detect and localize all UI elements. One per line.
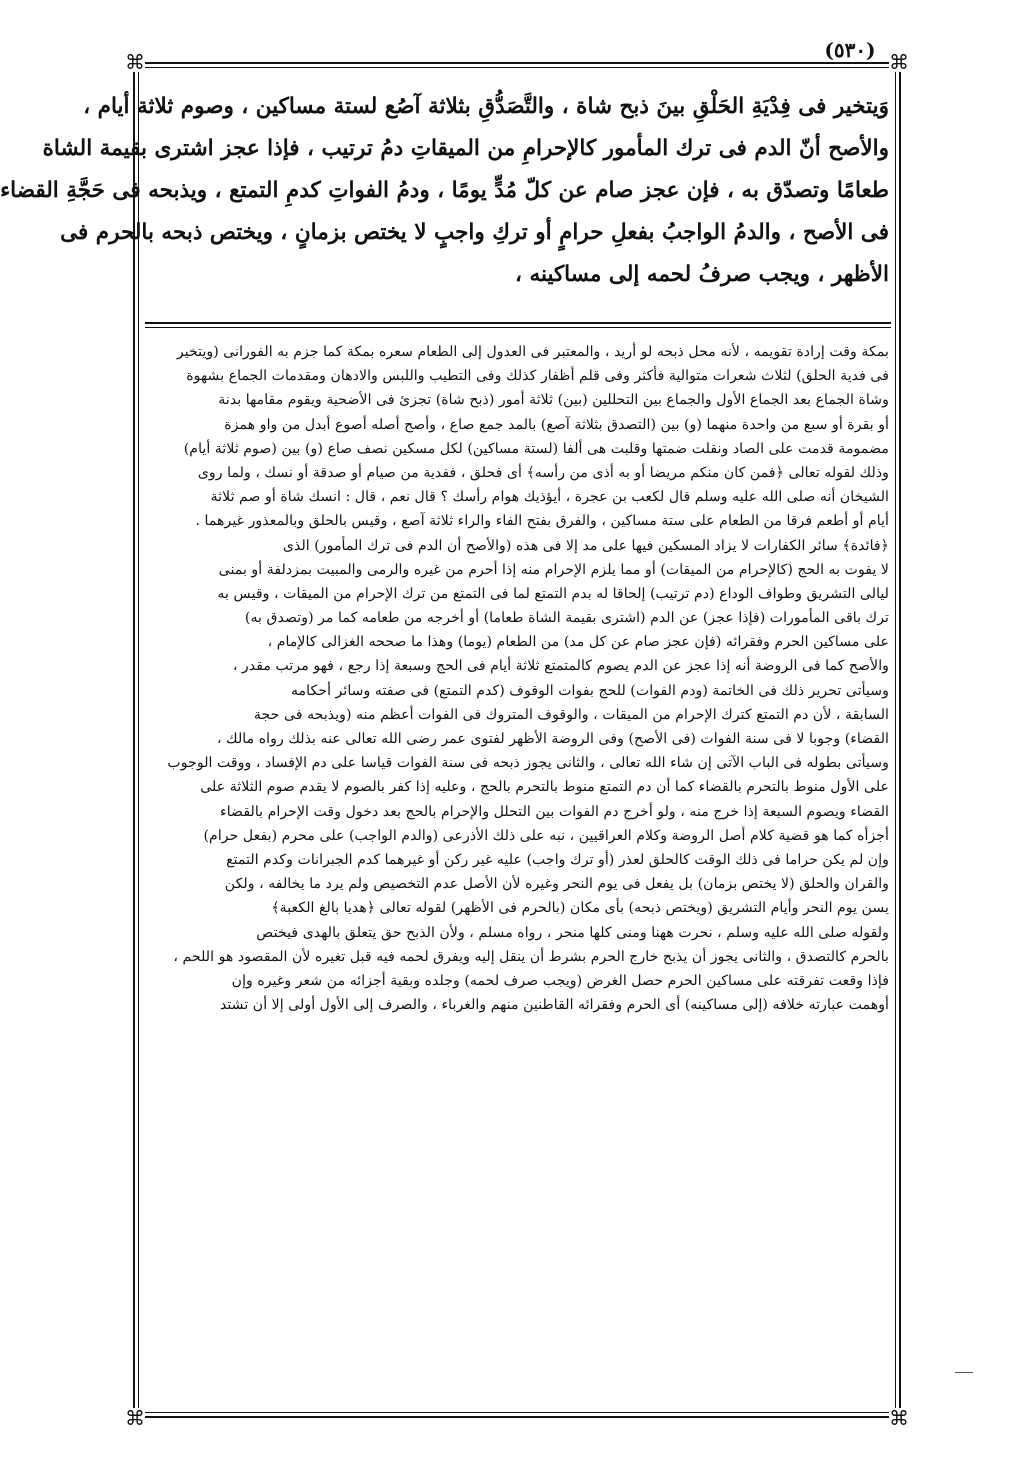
frame-border-right — [899, 66, 901, 1414]
frame-border-top-inner — [137, 67, 897, 68]
sharh-line: مضمومة قدمت على الصاد ونقلت ضمتها وقلبت هى ألفا (لستة مساكين) لكل مسكين نصف صاع (و) بين (صوم ثلاثة أيام) — [183, 440, 889, 457]
sharh-line: فإذا وقعت تفرقته على مساكين الحرم حصل الغرض (ويجب صرف لحمه) وجلده وبقية أجزائه من شعر وغيره وإن — [231, 972, 889, 989]
matn-line: الأظهر ، ويجب صرفُ لحمه إلى مساكينه ، — [515, 262, 889, 287]
matn-line: والأصح أنّ الدم فى ترك المأمور كالإحرامِ من الميقاتِ دمُ ترتيب ، فإذا عجز اشترى بقيمة الشاة — [42, 136, 889, 161]
sharh-line: أيام أو أطعم فرقا من الطعام على ستة مساكين ، والفرق بفتح الفاء والراء ثلاثة آصع ، وقيس بالحلق وبالمعذور غيرهما . — [195, 513, 889, 530]
sharh-line: وذلك لقوله تعالى ﴿فمن كان منكم مريضا أو به أذى من رأسه﴾ أى فحلق ، ففدية من صيام أو صدقة أو نسك ، ولما روى — [197, 464, 889, 481]
matn-line: فى الأصح ، والدمُ الواجبُ بفعلِ حرامٍ أو تركِ واجبٍ لا يختص بزمانٍ ، ويختص ذبحه بالحرم فى — [60, 220, 889, 245]
matn-line: وَيتخير فى فِدْيَةِ الحَلْقِ بينَ ذبح شاة ، والتَّصَدُّقِ بثلاثة آصُع لستة مساكين ، وصوم ثلاثة أيام ، — [83, 94, 889, 119]
sharh-line: يسن يوم النحر وأيام التشريق (ويختص ذبحه) بأى مكان (بالحرم فى الأظهر) لقوله تعالى ﴿هديا بالغ الكعبة﴾ — [271, 900, 889, 917]
sharh-line: القضاء) وجوبا لا فى سنة الفوات (فى الأصح) وفى الروضة الأظهر لفتوى عمر رضى الله تعالى عنه بذلك رواه مالك ، — [216, 731, 889, 747]
sharh-line: أوهمت عبارته خلافه (إلى مساكينه) أى الحرم وفقرائه القاطنين منهم والغرباء ، والصرف إلى الأول أولى إلا أن تشتد — [219, 997, 889, 1014]
sharh-line: السابقة ، لأن دم التمتع كترك الإحرام من الميقات ، والوقوف المتروك فى الفوات أعظم منه (ويذبحه فى حجة — [253, 706, 889, 723]
page-edge-mark — [955, 1372, 973, 1373]
matn-text-block — [0, 86, 889, 296]
section-separator-thin — [145, 327, 891, 328]
ornament-knot-icon: ⌘ — [889, 1406, 909, 1430]
frame-border-left — [133, 66, 135, 1414]
sharh-line: على الأول منوط بالتحرم بالقضاء كما أن دم التمتع منوط بالتحرم بالحج ، وعليه إذا كفر بالصوم لا يقدم صوم الثلاثة على — [200, 779, 889, 796]
sharh-line: بمكة وقت إرادة تقويمه ، لأنه محل ذبحه لو أريد ، والمعتبر فى العدول إلى الطعام سعره بمكة كما جزم به الفورانى (ويتخير — [176, 344, 889, 360]
ornament-knot-icon: ⌘ — [125, 50, 145, 74]
sharh-line: وسيأتى بطوله فى الباب الآتى إن شاء الله تعالى ، والثانى يجوز ذبحه فى سنة الفوات قياسا على دم الإفساد ، ووقت الوجوب — [167, 755, 889, 772]
sharh-line: والقران والحلق (لا يختص بزمان) بل يفعل فى يوم النحر وغيره لأن الأصل عدم التخصيص ولم يرد ما يخالفه ، ولكن — [224, 876, 889, 893]
ornament-knot-icon: ⌘ — [125, 1406, 145, 1430]
sharh-text-block — [149, 340, 889, 1017]
ornament-knot-icon: ⌘ — [889, 50, 909, 74]
frame-border-bottom — [137, 1416, 897, 1418]
section-separator — [145, 322, 891, 324]
sharh-line: ﴿فائدة﴾ سائر الكفارات لا يزاد المسكين فيها على مد إلا فى هذه (والأصح أن الدم فى ترك المأمور) الذى — [282, 537, 889, 554]
sharh-line: القضاء ويصوم السبعة إذا خرج منه ، ولو أخرج دم الفوات بين التحلل والإحرام بالحج بعد دخول وقت الإحرام بالقضاء — [220, 803, 889, 820]
sharh-line: أجزأه كما هو قضية كلام أصل الروضة وكلام العراقيين ، نبه على ذلك الأذرعى (والدم الواجب) على محرم (بفعل حرام) — [203, 827, 889, 844]
frame-border-right-inner — [895, 66, 896, 1414]
sharh-line: لا يفوت به الحج (كالإحرام من الميقات) أو مما يلزم الإحرام منه إذا أحرم من غيره والرمى والمبيت بمزدلفة أو بمنى — [218, 561, 889, 578]
sharh-line: وسيأتى تحرير ذلك فى الخاتمة (ودم الفوات) للحج بفوات الوقوف (كدم التمتع) فى صفته وسائر أحكامه — [290, 682, 889, 699]
sharh-line: أو بقرة أو سبع من واحدة منهما (و) بين (التصدق بثلاثة آصع) بالمد جمع صاع ، وأصح أصله أصوع أبدل من واو همزة — [224, 416, 889, 433]
sharh-line: والأصح كما فى الروضة أنه إذا عجز عن الدم يصوم كالمتمتع ثلاثة أيام فى الحج وسبعة إذا رجع ، فهو مرتب مقدر ، — [232, 658, 889, 675]
sharh-line: ترك باقى المأمورات (فإذا عجز) عن الدم (اشترى بقيمة الشاة طعاما) أو أخرجه من طعامه كما مر (وتصدق به) — [244, 610, 889, 627]
sharh-line: ليالى التشريق وطواف الوداع (دم ترتيب) إلحاقا له بدم التمتع لما فى التمتع من ترك الإحرام من الميقات ، وقيس به — [217, 585, 889, 602]
sharh-line: بالحرم كالتصدق ، والثانى يجوز أن يذبح خارج الحرم بشرط أن ينقل إليه ويفرق لحمه فيه قبل تغيره لأن المقصود هو اللحم ، — [173, 948, 889, 965]
sharh-line: ولقوله صلى الله عليه وسلم ، نحرت ههنا ومنى كلها منحر ، رواه مسلم ، ولأن الذبح حق يتعلق بالهدى فيختص — [256, 924, 889, 941]
matn-line: طعامًا وتصدّق به ، فإن عجز صام عن كلّ مُدٍّ يومًا ، ودمُ الفواتِ كدمِ التمتع ، ويذبحه فى حَجَّةِ القضاء — [0, 178, 889, 203]
sharh-line: الشيخان أنه صلى الله عليه وسلم قال لكعب بن عجرة ، أيؤذيك هوام رأسك ؟ قال نعم ، قال : انسك شاة أو صم ثلاثة — [210, 489, 889, 506]
frame-border-left-inner — [138, 66, 139, 1414]
frame-border-top — [137, 62, 897, 64]
frame-border-bottom-inner — [137, 1412, 897, 1413]
sharh-line: وشاة الجماع بعد الجماع الأول والجماع بين التحللين (بين) ثلاثة أمور (ذبح شاة) تجزئ فى الأضحية ويقوم مقامها بدنة — [218, 392, 889, 409]
page-number: (٥٣٠) — [824, 38, 876, 62]
sharh-line: على مساكين الحرم وفقرائه (فإن عجز صام عن كل مد) من الطعام (يوما) وهذا ما صححه الغزالى كالإمام ، — [267, 634, 889, 651]
sharh-line: فى فدية الحلق) لثلاث شعرات متوالية فأكثر وفى قلم أظفار كذلك وفى التطيب واللبس والادهان ومقدمات الجماع بشهوة — [186, 368, 889, 385]
sharh-line: وإن لم يكن حراما فى ذلك الوقت كالحلق لعذر (أو ترك واجب) عليه غير ركن أو غيرهما كدم الجبرانات وكدم التمتع — [226, 851, 889, 868]
